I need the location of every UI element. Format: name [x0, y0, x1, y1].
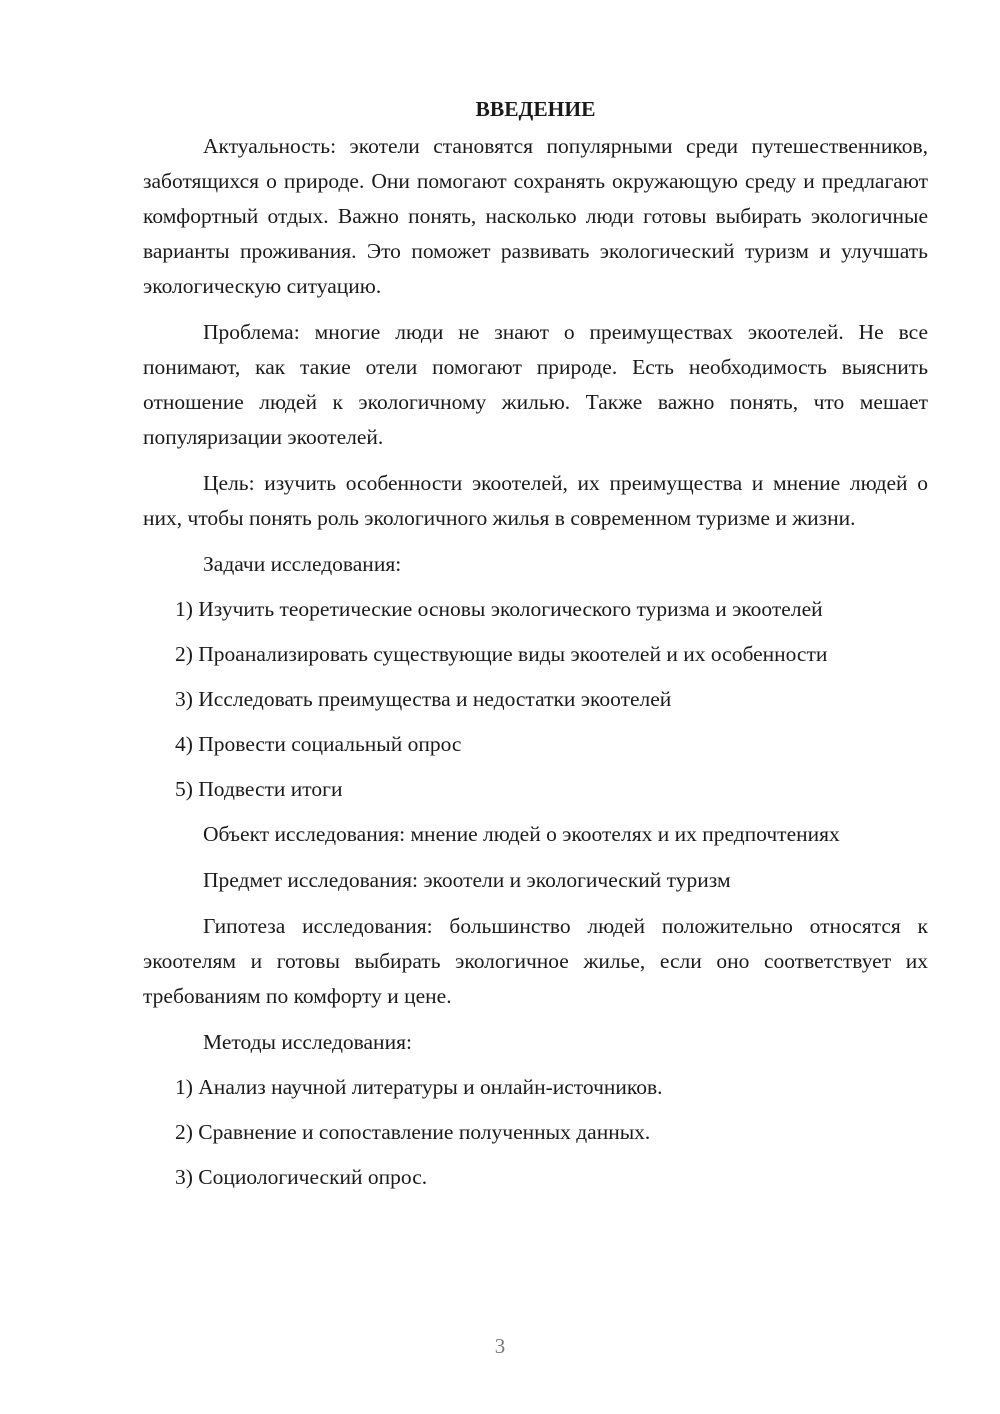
- document-page: [143, 92, 928, 1205]
- methods-list: [143, 1070, 928, 1195]
- page-number: 3: [494, 1334, 506, 1358]
- goal-paragraph: Цель: изучить особенности экоотелей, их преимущества и мнение людей о них, чтобы понять роль экологичного жилья в современном туризме и жизни.: [143, 471, 928, 530]
- list-item: 2) Сравнение и сопоставление полученных данных.: [175, 1120, 651, 1144]
- list-item: 1) Изучить теоретические основы экологического туризма и экоотелей: [175, 597, 823, 621]
- relevance-paragraph: Актуальность: экотели становятся популярными среди путешественников, заботящихся о природе. Они помогают сохранять окружающую среду и предлагают комфортный отдых. Важно понять, насколько люди готовы выбирать экологичные варианты проживания. Это поможет развивать экологический туризм и улучшать экологическую ситуацию.: [143, 134, 928, 298]
- methods-label: Методы исследования:: [203, 1030, 412, 1054]
- list-item: 1) Анализ научной литературы и онлайн-источников.: [175, 1075, 663, 1099]
- tasks-list: [143, 592, 928, 807]
- subject-paragraph: Предмет исследования: экоотели и экологический туризм: [203, 868, 731, 892]
- tasks-label: Задачи исследования:: [203, 552, 402, 576]
- section-title: ВВЕДЕНИЕ: [475, 97, 596, 121]
- list-item: 3) Социологический опрос.: [175, 1165, 428, 1189]
- hypothesis-paragraph: Гипотеза исследования: большинство людей положительно относятся к экоотелям и готовы выбирать экологичное жилье, если оно соответствует их требованиям по комфорту и цене.: [143, 914, 928, 1008]
- list-item: 5) Подвести итоги: [175, 777, 343, 801]
- object-paragraph: Объект исследования: мнение людей о экоотелях и их предпочтениях: [203, 822, 840, 846]
- list-item: 3) Исследовать преимущества и недостатки экоотелей: [175, 687, 672, 711]
- list-item: 2) Проанализировать существующие виды экоотелей и их особенности: [175, 642, 828, 666]
- list-item: 4) Провести социальный опрос: [175, 732, 462, 756]
- problem-paragraph: Проблема: многие люди не знают о преимуществах экоотелей. Не все понимают, как такие отели помогают природе. Есть необходимость выяснить отношение людей к экологичному жилью. Также важно понять, что мешает популяризации экоотелей.: [143, 320, 928, 449]
